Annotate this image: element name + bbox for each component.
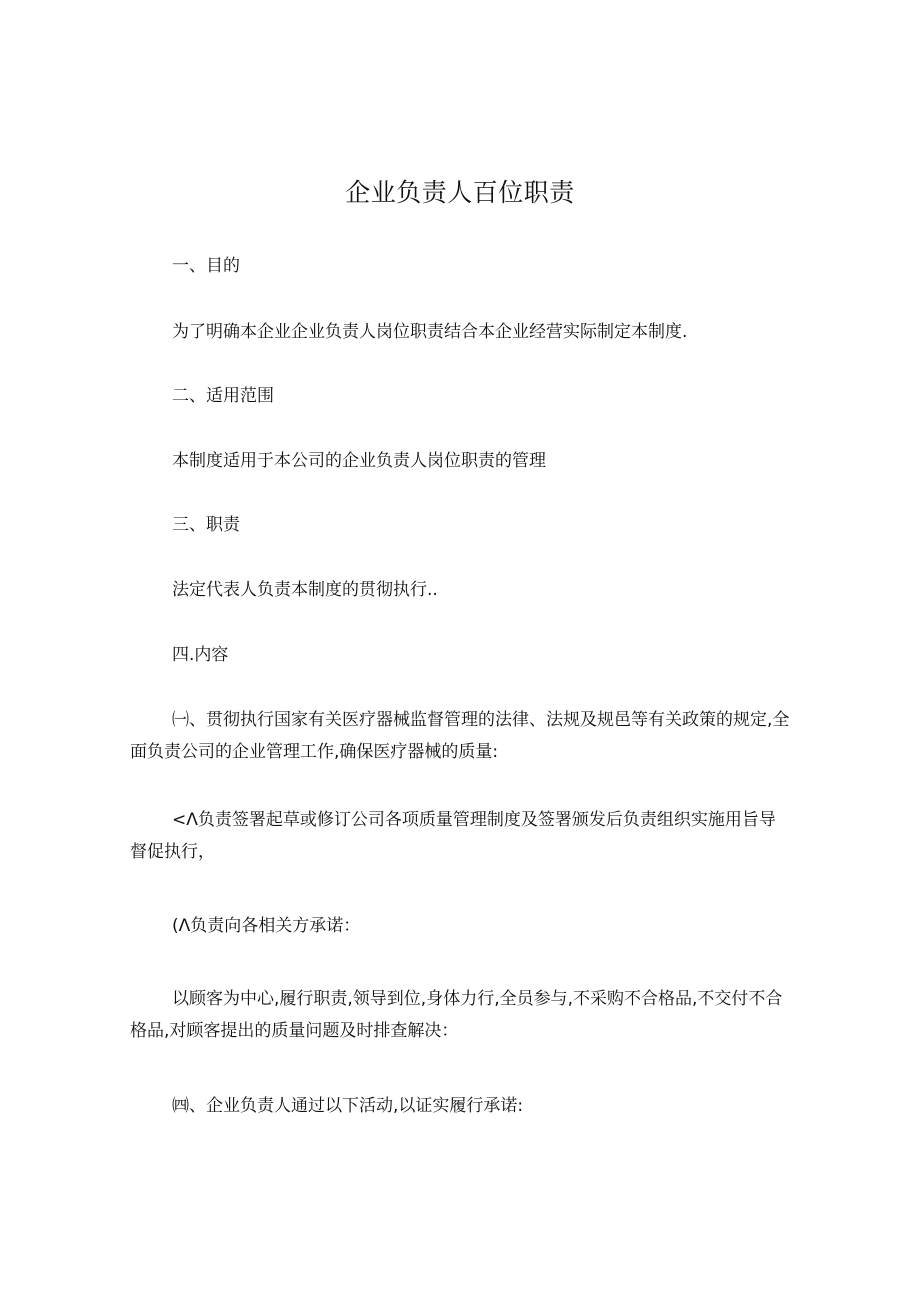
content-item-2: <Λ负责签署起草或修订公司各项质量管理制度及签署颁发后负责组织实施用旨导督促执行，	[130, 810, 776, 862]
section-heading-purpose: 一、目的	[172, 256, 240, 276]
content-item-3: (Λ负责向各相关方承诺：	[172, 916, 361, 936]
content-item-1: ㈠、贯彻执行国家有关医疗器械监督管理的法律、法规及规邑等有关政策的规定,全面负责公司的企业管理工作,确保医疗器械的质量:	[130, 710, 790, 762]
section-text-responsibility: 法定代表人负责本制度的贯彻执行..	[172, 580, 438, 600]
section-heading-content: 四.内容	[172, 645, 229, 665]
content-item-4: 以顾客为中心,履行职责,领导到位,身体力行,全员参与,不采购不合格品,不交付不合格品,对顾客提出的质量问题及时排查解决：	[130, 989, 783, 1041]
section-text-purpose: 为了明确本企业企业负责人岗位职责结合本企业经营实际制定本制度.	[172, 322, 688, 342]
section-heading-responsibility: 三、职责	[172, 515, 240, 535]
section-text-scope: 本制度适用于本公司的企业负责人岗位职责的管理	[172, 451, 546, 471]
document-title: 企业负责人百位职责	[345, 178, 575, 207]
section-heading-scope: 二、适用范围	[172, 386, 274, 406]
content-item-5: ㈣、企业负责人通过以下活动,以证实履行承诺:	[172, 1096, 524, 1116]
